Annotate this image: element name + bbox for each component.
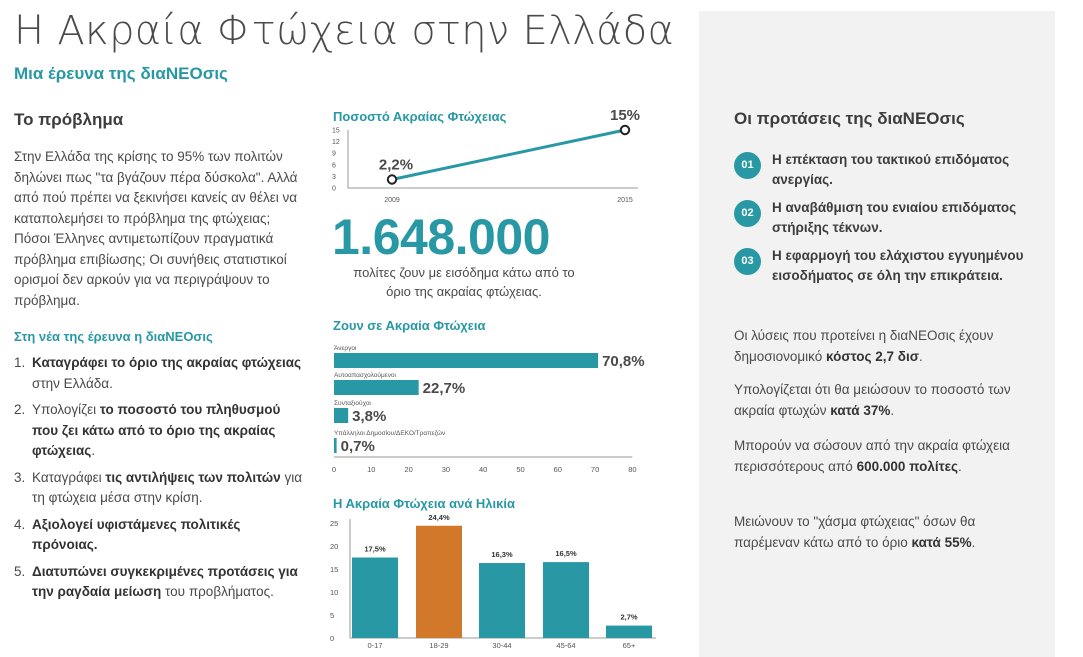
- finding-bold-lead: Αξιολογεί υφιστάμενες πολιτικές πρόνοιας.: [32, 516, 241, 552]
- findings-list: [14, 353, 304, 609]
- paragraph-bold: κόστος 2,7 δισ: [826, 348, 919, 364]
- data-label: 15%: [609, 107, 641, 124]
- proposal-item: [734, 198, 1034, 238]
- bar: [334, 408, 348, 423]
- bar: [479, 563, 525, 638]
- y-tick-label: 10: [330, 588, 339, 597]
- x-tick-label: 70: [590, 465, 600, 474]
- y-tick-label: 15: [330, 565, 339, 574]
- data-point: [388, 175, 396, 183]
- bar: [416, 526, 462, 638]
- x-tick-label: 60: [553, 465, 562, 474]
- category-label: Συνταξιούχοι: [334, 400, 371, 407]
- data-label: 24,4%: [428, 512, 450, 522]
- big-stat-number: 1.648.000: [332, 209, 550, 265]
- data-label: 3,8%: [352, 408, 387, 425]
- finding-item: [14, 562, 304, 603]
- paragraph-bold: κατά 55%: [911, 534, 972, 550]
- y-tick-label: 5: [330, 611, 335, 620]
- x-tick-label: 30: [441, 465, 451, 474]
- data-label: 22,7%: [422, 380, 466, 397]
- finding-text: στην Ελλάδα.: [32, 375, 113, 391]
- hbar-chart-title: Ζουν σε Ακραία Φτώχεια: [333, 318, 486, 333]
- bar: [334, 353, 598, 368]
- paragraph-text: Μπορούν να σώσουν από την ακραία φτώχεια περισσότερους από: [734, 438, 1010, 474]
- proposal-text: Η εφαρμογή του ελάχιστου εγγυημένου εισοδήματος σε όλη την επικράτεια.: [772, 248, 1024, 283]
- x-tick-label: 2009: [384, 197, 400, 204]
- x-tick-label: 65+: [622, 641, 636, 650]
- finding-text: του προβλήματος.: [161, 584, 274, 599]
- finding-number: 3.: [14, 469, 26, 485]
- x-tick-label: 0: [331, 465, 337, 474]
- y-tick-label: 12: [332, 139, 340, 147]
- problem-heading: Το πρόβλημα: [14, 110, 124, 129]
- data-label: 70,8%: [602, 353, 645, 370]
- y-tick-label: 15: [332, 127, 340, 135]
- x-tick-label: 10: [367, 465, 376, 474]
- data-label: 0,7%: [340, 438, 375, 455]
- proposals-heading: Οι προτάσεις της διαΝΕΟσις: [734, 109, 965, 128]
- proposal-badge: 03: [734, 248, 761, 275]
- proposal-item: [734, 150, 1034, 190]
- bar: [334, 438, 337, 453]
- paragraph-text: Υπολογίζεται ότι θα μειώσουν το ποσοστό των ακραία φτωχών: [734, 382, 1011, 418]
- x-tick-label: 40: [479, 465, 488, 474]
- bar: [606, 626, 652, 638]
- finding-bold: τις αντιλήψεις των πολιτών: [105, 469, 281, 485]
- data-label: 16,5%: [555, 549, 577, 559]
- finding-item: [14, 468, 304, 509]
- proposal-text: Η αναβάθμιση του ενιαίου επιδόματος στήριξης τέκνων.: [772, 200, 1017, 235]
- finding-item: [14, 353, 304, 394]
- x-tick-label: 2015: [617, 197, 633, 204]
- age-chart: [326, 510, 666, 657]
- x-tick-label: 45-64: [556, 641, 576, 650]
- data-label: 16,3%: [491, 550, 513, 560]
- data-point: [621, 126, 629, 134]
- bar: [334, 380, 419, 395]
- cost-paragraph: [734, 326, 1024, 367]
- y-tick-label: 0: [330, 634, 335, 643]
- finding-bold-lead: Καταγράφει το όριο της ακραίας φτώχειας: [32, 355, 302, 370]
- y-tick-label: 20: [330, 542, 339, 551]
- y-tick-label: 6: [332, 162, 336, 170]
- y-tick-label: 9: [332, 150, 336, 158]
- paragraph-bold: κατά 37%: [830, 402, 891, 418]
- proposal-badge: 01: [734, 152, 761, 179]
- saved-paragraph: [734, 436, 1024, 477]
- x-tick-label: 80: [628, 465, 637, 474]
- x-tick-label: 0-17: [367, 641, 383, 650]
- x-tick-label: 18-29: [429, 641, 449, 650]
- proposal-text: Η επέκταση του τακτικού επιδόματος ανεργίας.: [772, 152, 1010, 187]
- paragraph-tail: .: [918, 348, 923, 364]
- big-stat-caption: πολίτες ζουν με εισόδημα κάτω από το όριο της ακραίας φτώχειας.: [353, 265, 575, 299]
- finding-bold: το ποσοστό του πληθυσμού που ζει κάτω από το όριο της ακραίας φτώχειας: [32, 402, 281, 458]
- paragraph-tail: .: [890, 402, 895, 418]
- finding-bold-lead: Διατυπώνει συγκεκριμένες προτάσεις για την ραγδαία μείωση: [32, 563, 298, 599]
- bar: [543, 562, 589, 638]
- x-tick-label: 30-44: [492, 641, 512, 650]
- category-label: Αυτοαπασχολούμενοι: [334, 372, 396, 379]
- page-subtitle: Μια έρευνα της διαΝΕΟσις: [14, 64, 228, 83]
- paragraph-tail: .: [958, 458, 962, 474]
- x-tick-label: 20: [404, 465, 413, 474]
- gap-paragraph: [734, 512, 1024, 553]
- bar: [352, 558, 398, 639]
- data-label: 2,2%: [378, 156, 414, 174]
- finding-item: [14, 400, 304, 462]
- paragraph-bold: 600.000 πολίτες: [856, 458, 959, 474]
- finding-number: 2.: [14, 402, 26, 417]
- finding-item: [14, 515, 304, 556]
- data-label: 2,7%: [620, 612, 638, 622]
- finding-text: Καταγράφει: [32, 469, 106, 485]
- problem-text: Στην Ελλάδα της κρίσης το 95% των πολιτών δηλώνει πως "τα βγάζουν πέρα δύσκολα". Αλλά από πού πρέπει να ξεκινήσει κανείς αν θέλει να καταπολεμήσει το πρόβλημα της φτώχειας; Πόσοι Έλληνες αντιμετωπίζουν πραγματικά πρόβλημα επιβίωσης; Οι συνήθεις στατιστικοί ορισμοί δεν αρκούν για να περιγράψουν το πρόβλημα.: [14, 149, 298, 308]
- category-label: Άνεργοι: [334, 345, 357, 352]
- paragraph-text: Οι λύσεις που προτείνει η διαΝΕΟσις έχουν δημοσιονομικό: [734, 328, 994, 364]
- finding-text-tail: για τη φτώχεια μέσα στην κρίση.: [32, 469, 302, 505]
- proposals-list: [734, 150, 1034, 294]
- series-line: [392, 130, 625, 179]
- category-label: Υπάλληλοι Δημοσίου/ΔΕΚΟ/Τραπεζών: [334, 430, 446, 437]
- age-chart-title: Η Ακραία Φτώχεια ανά Ηλικία: [333, 496, 515, 511]
- finding-text-tail: .: [91, 443, 96, 458]
- proposal-badge: 02: [734, 200, 761, 227]
- finding-number: 1.: [14, 355, 26, 370]
- proposal-item: [734, 246, 1034, 286]
- hbar-chart: [326, 337, 686, 479]
- y-tick-label: 3: [332, 173, 336, 181]
- finding-number: 4.: [14, 516, 26, 532]
- x-tick-label: 50: [516, 465, 525, 474]
- paragraph-text: Μειώνουν το "χάσμα φτώχειας" όσων θα παρέμεναν κάτω από το όριο: [734, 514, 976, 550]
- page-title: Η Ακραία Φτώχεια στην Ελλάδα: [14, 8, 675, 54]
- reduction-paragraph: [734, 380, 1024, 421]
- y-tick-label: 25: [330, 519, 339, 528]
- new-study-heading: Στη νέα της έρευνα η διαΝΕΟσις: [14, 329, 213, 344]
- finding-number: 5.: [14, 563, 26, 579]
- paragraph-tail: .: [971, 534, 976, 550]
- y-tick-label: 0: [332, 185, 336, 193]
- data-label: 17,5%: [364, 544, 386, 554]
- finding-text: Υπολογίζει: [32, 402, 100, 417]
- line-chart-title: Ποσοστό Ακραίας Φτώχειας: [333, 109, 507, 124]
